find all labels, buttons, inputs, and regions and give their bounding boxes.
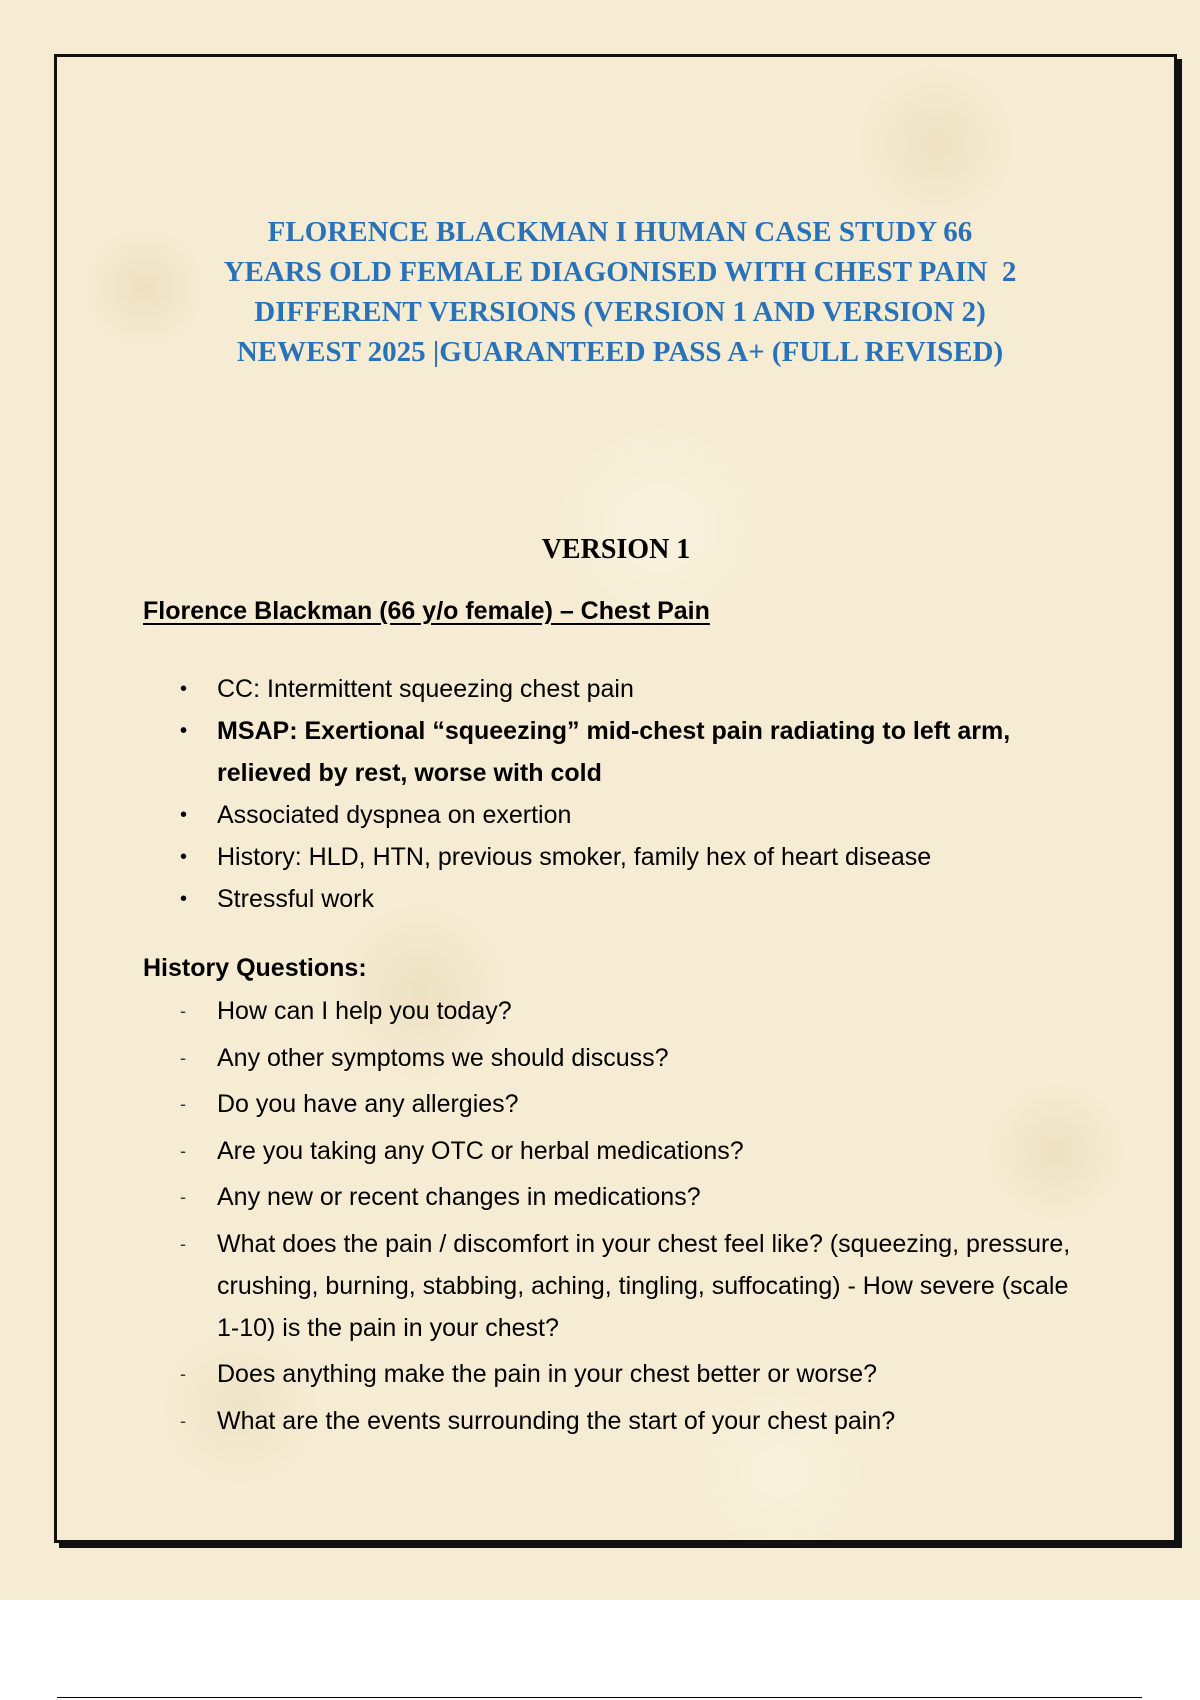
history-question: - What does the pain / discomfort in your chest feel like? (squeezing, pressure, crushing, burning, stabbing, aching, tingling, suffocating) - How severe (scale 1-10) is the pain in your chest? [180,1223,1080,1349]
history-question: - Any other symptoms we should discuss? [180,1037,1080,1079]
history-question: - What are the events surrounding the start of your chest pain? [180,1400,1080,1442]
history-questions-heading: History Questions: [143,954,367,982]
case-heading: Florence Blackman (66 y/o female) – Chest Pain [143,597,710,625]
case-summary-list [180,668,1080,920]
summary-item-dyspnea: • Associated dyspnea on exertion [180,794,1080,836]
version-heading: VERSION 1 [541,534,691,565]
summary-item-chief-complaint: • CC: Intermittent squeezing chest pain [180,668,1080,710]
summary-item-stress: • Stressful work [180,878,1080,920]
document-title: FLORENCE BLACKMAN I HUMAN CASE STUDY 66 YEARS OLD FEMALE DIAGONISED WITH CHEST PAIN 2 DIFFERENT VERSIONS (VERSION 1 AND VERSION 2) NEWEST 2025 |GUARANTEED PASS A+ (FULL REVISED) [223,216,1017,368]
footer-divider [57,1697,1142,1698]
summary-item-msap: • MSAP: Exertional “squeezing” mid-chest pain radiating to left arm, relieved by rest, worse with cold [180,710,1080,794]
history-question: - Are you taking any OTC or herbal medications? [180,1130,1080,1172]
history-question: - Any new or recent changes in medications? [180,1176,1080,1218]
history-question: - Does anything make the pain in your chest better or worse? [180,1353,1080,1395]
summary-item-history: • History: HLD, HTN, previous smoker, family hex of heart disease [180,836,1080,878]
history-questions-list [180,990,1080,1446]
history-question: - Do you have any allergies? [180,1083,1080,1125]
history-question: - How can I help you today? [180,990,1080,1032]
